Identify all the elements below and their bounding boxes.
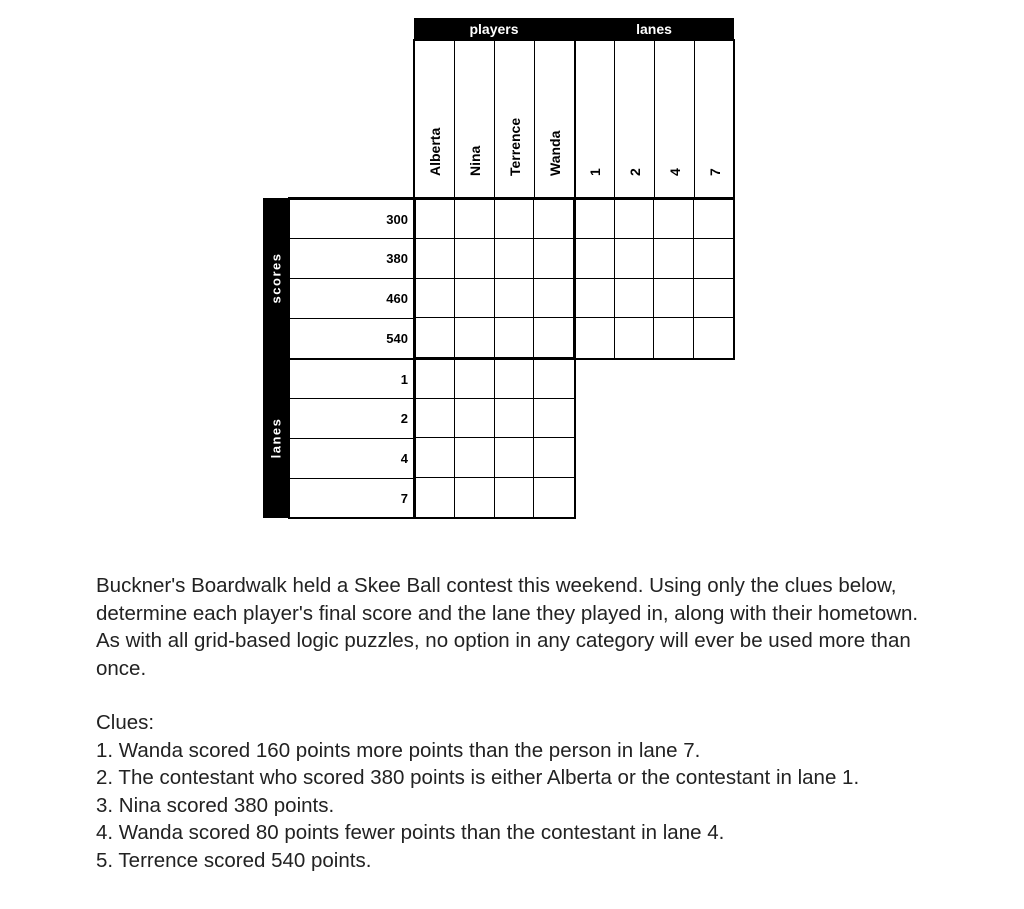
grid-cell[interactable] [694,239,734,279]
clue-item: 4. Wanda scored 80 points fewer points than the contestant in lane 4. [96,821,725,844]
grid-cell[interactable] [495,478,535,518]
grid-cell[interactable] [534,478,574,518]
row-header-lane-4: 4 [289,438,414,478]
grid-cell[interactable] [575,239,615,279]
grid-cell[interactable] [654,239,694,279]
column-label: 7 [706,168,723,176]
grid-cell[interactable] [575,279,615,319]
column-label: 4 [666,168,683,176]
grid-cell[interactable] [654,318,694,358]
grid-cell[interactable] [415,279,455,319]
row-group-scores-header [263,198,289,358]
grid-cell[interactable] [455,239,495,279]
grid-cell[interactable] [455,318,495,358]
row-group-lanes-header [263,358,289,518]
grid-cell[interactable] [415,239,455,279]
column-header-wanda [534,40,574,198]
grid-cell[interactable] [534,359,574,399]
column-header-lane-1 [574,40,614,198]
grid-cell[interactable] [615,239,655,279]
column-group-lanes-header: lanes [574,18,734,40]
column-header-lane-2 [614,40,654,198]
grid-cell[interactable] [495,359,535,399]
column-header-lane-4 [654,40,694,198]
grid-cell[interactable] [455,279,495,319]
puzzle-intro: Buckner's Boardwalk held a Skee Ball contest this weekend. Using only the clues below, determine each player's final score and the lane they played in, along with their hometown. As with all grid-based logic puzzles, no option in any category will ever be used more than once. [96,574,919,680]
grid-cell[interactable] [534,438,574,478]
grid-cell[interactable] [455,478,495,518]
row-group-lanes-label: lanes [268,417,284,459]
grid-cell[interactable] [694,279,734,319]
grid-cell[interactable] [495,199,535,239]
column-label: 2 [626,168,643,176]
grid-cell[interactable] [575,318,615,358]
row-header-lane-2: 2 [289,398,414,438]
grid-cell[interactable] [534,199,574,239]
column-header-nina [454,40,494,198]
clue-item: 1. Wanda scored 160 points more points than the person in lane 7. [96,738,701,762]
column-header-lane-7 [694,40,734,198]
clue-item: 3. Nina scored 380 points. [96,793,335,817]
grid-cell[interactable] [455,359,495,399]
grid-cell[interactable] [534,239,574,279]
grid-cell[interactable] [654,199,694,239]
grid-cell[interactable] [415,318,455,358]
grid-cell[interactable] [455,199,495,239]
grid-cell[interactable] [495,318,535,358]
row-header-score-380: 380 [289,238,414,278]
column-group-players-header: players [414,18,574,40]
grid-block-scores-players [413,197,576,360]
column-header-alberta [414,40,454,198]
grid-cell[interactable] [495,279,535,319]
grid-cell[interactable] [615,318,655,358]
column-label: Alberta [426,127,443,176]
grid-cell[interactable] [455,438,495,478]
row-group-scores-label: scores [268,252,284,304]
grid-cell[interactable] [654,279,694,319]
grid-block-scores-lanes [573,197,735,360]
row-header-lane-1: 1 [289,358,414,398]
grid-cell[interactable] [415,359,455,399]
grid-cell[interactable] [495,239,535,279]
grid-cell[interactable] [534,318,574,358]
column-header-terrence [494,40,534,198]
column-label: Wanda [546,130,563,176]
grid-block-lanes-players [413,357,576,519]
row-header-score-300: 300 [289,198,414,238]
column-label: 1 [587,168,603,176]
grid-cell[interactable] [534,399,574,439]
grid-cell[interactable] [495,438,535,478]
clues-heading: Clues: [96,711,155,734]
grid-cell[interactable] [534,279,574,319]
row-header-lane-7: 7 [289,478,414,518]
grid-cell[interactable] [615,199,655,239]
row-header-score-540: 540 [289,318,414,358]
grid-cell[interactable] [694,199,734,239]
column-label: Nina [466,145,483,176]
grid-cell[interactable] [415,199,455,239]
grid-cell[interactable] [415,399,455,439]
clue-item: 5. Terrence scored 540 points. [96,848,372,872]
column-label: Terrence [506,117,523,176]
grid-cell[interactable] [694,318,734,358]
grid-cell[interactable] [415,478,455,518]
clue-item: 2. The contestant who scored 380 points is either Alberta or the contestant in lane 1. [96,766,860,789]
grid-cell[interactable] [455,399,495,439]
grid-cell[interactable] [415,438,455,478]
grid-cell[interactable] [575,199,615,239]
grid-cell[interactable] [615,279,655,319]
row-header-score-460: 460 [289,278,414,318]
grid-cell[interactable] [495,399,535,439]
puzzle-text [96,572,936,874]
